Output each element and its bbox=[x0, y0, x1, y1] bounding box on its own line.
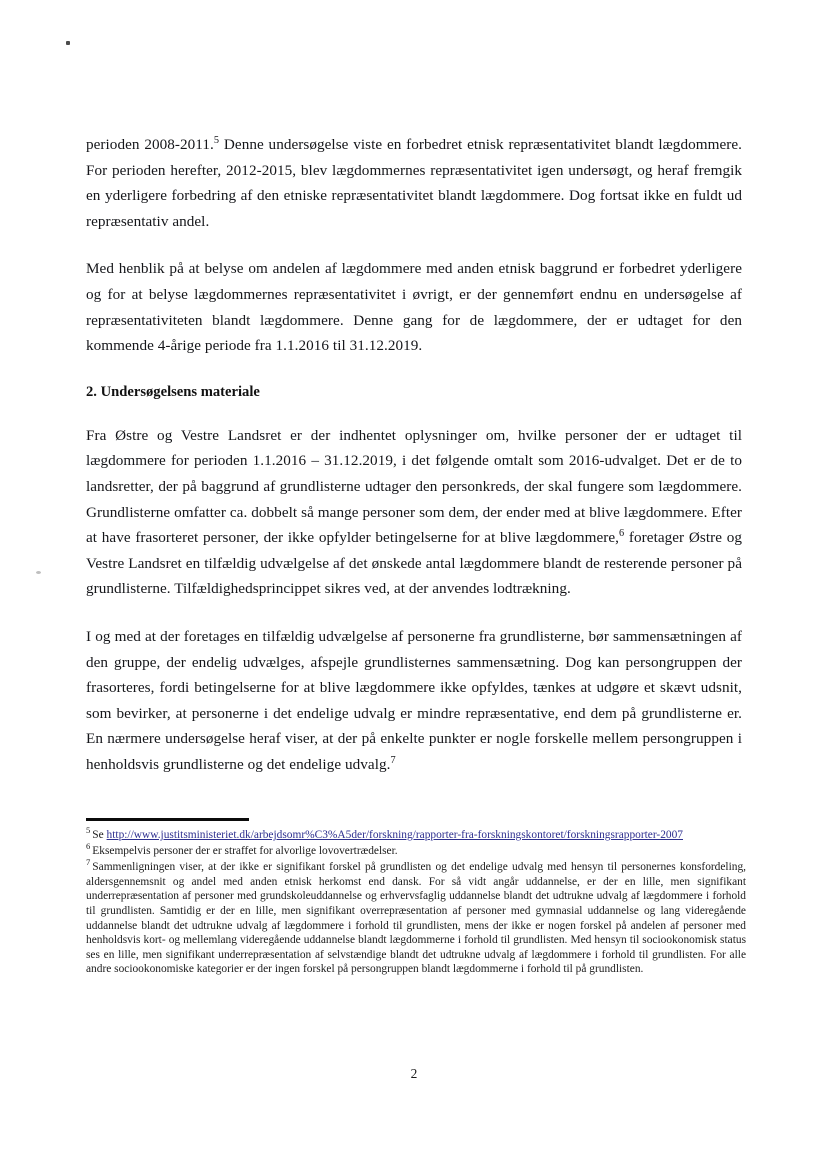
paragraph-2-text: Med henblik på at belyse om andelen af lægdommere med anden etnisk baggrund er forbedret yderligere og for at belyse lægdommernes repræsentativitet i øvrigt, er der gennemført endnu en undersøgelse af repræsentativiteten blandt lægdommere. Denne gang for de lægdommere, der er udtaget for den kommende 4-årige periode fra 1.1.2016 til 31.12.2019. bbox=[86, 260, 742, 355]
paragraph-4 bbox=[86, 624, 742, 778]
paragraph-3-text-a: Fra Østre og Vestre Landsret er der indhentet oplysninger om, hvilke personer der er udtaget til lægdommere for perioden 1.1.2016 – 31.12.2019, i det følgende omtalt som 2016-udvalget. Det er de to landsretter, der på baggrund af grundlisterne udtager den personkreds, der skal fungere som lægdommere. Grundlisterne omfatter ca. dobbelt så mange personer som dem, der ender med at blive lægdommere. Efter at have frasorteret personer, der ikke opfylder betingelserne for at blive lægdommere, bbox=[86, 426, 742, 547]
footnote-7-marker: 7 bbox=[86, 857, 91, 868]
footnote-6-text: Eksempelvis personer der er straffet for alvorlige lovovertrædelser. bbox=[92, 844, 398, 857]
footnote-5 bbox=[86, 825, 746, 843]
section-heading-2: 2. Undersøgelsens materiale bbox=[86, 383, 260, 400]
footnote-separator-rule bbox=[86, 818, 249, 821]
paragraph-1 bbox=[86, 132, 742, 234]
footnote-7 bbox=[86, 857, 746, 977]
footnote-6-marker: 6 bbox=[86, 840, 91, 851]
footnote-ref-5[interactable]: 5 bbox=[213, 134, 220, 146]
paragraph-2 bbox=[86, 256, 742, 358]
footnote-5-prefix: Se bbox=[92, 829, 107, 841]
paragraph-4-text: I og med at der foretages en tilfældig udvælgelse af personerne fra grundlisterne, bør sammensætningen af den gruppe, der endelig udvælges, afspejle grundlisternes sammensætning. Dog kan persongruppen der frasorteres, fordi betingelserne for at blive lægdommere ikke opfyldes, tænkes at udgøre et skævt udsnit, som bevirker, at personerne i det endelige udvalg er mindre repræsentative, end dem på grundlisterne er. En nærmere undersøgelse heraf viser, at der på enkelte punkter er nogle forskelle mellem persongruppen i henholdsvis grundlisterne og det endelige udvalg. bbox=[86, 627, 742, 773]
footnote-5-link[interactable]: http://www.justitsministeriet.dk/arbejdsomr%C3%A5der/forskning/rapporter-fra-forskningskontoret/forskningsrapporter-2007 bbox=[106, 829, 683, 841]
paragraph-3 bbox=[86, 423, 742, 602]
footnote-7-text: Sammenligningen viser, at der ikke er signifikant forskel på grundlisten og det endelige udvalg med hensyn til personernes konsfordeling, aldersgennemsnit og andel med anden etnisk herkomst end dansk. For så vidt angår uddannelse, er der en lille, men signifikant underrepræsentation af personer med grundskoleuddannelse og erhvervsfaglig uddannelse blandt det udtrukne udvalg af lægdommere i forhold til grundlisten. Samtidig er der en lille, men signifikant overrepræsentation af personer med gymnasial uddannelse og lang videregående uddannelse blandt det udtrukne udvalg af lægdommere i forhold til grundlisten, mens der ikke er nogen forskel på andelen af personer med henholdsvis kort- og mellemlang videregående uddannelse blandt lægdommerne i forhold til grundlisten. Med hensyn til sociookonomisk status ses en lille, men signifikant underrepræsentation af selvstændige blandt det udtrukne udvalg af lægdommere i forhold til grundlisten. For alle andre sociookonomiske kategorier er der ingen forskel på persongruppen blandt lægdommerne i forhold til på grundlisten. bbox=[86, 861, 746, 976]
paragraph-1-text-a: perioden 2008-2011. bbox=[86, 136, 214, 153]
footnote-ref-6[interactable]: 6 bbox=[619, 528, 625, 540]
page-number: 2 bbox=[410, 1066, 418, 1081]
footnote-6 bbox=[86, 840, 746, 859]
page-body-content bbox=[86, 132, 742, 777]
scan-artifact-dot bbox=[66, 41, 70, 45]
footnote-5-marker: 5 bbox=[86, 825, 91, 836]
scan-artifact-speck bbox=[36, 571, 41, 574]
paragraph-3-text-b: foretager Østre og Vestre Landsret en tilfældig udvælgelse af det ønskede antal lægdommere blandt de resterende personer på grundlisterne. Tilfældighedsprincippet sikres ved, at der anvendes lodtrækning. bbox=[86, 529, 742, 598]
footnotes-section bbox=[86, 818, 746, 978]
footnote-ref-7[interactable]: 7 bbox=[390, 754, 396, 766]
paragraph-1-text-b: Denne undersøgelse viste en forbedret etnisk repræsentativitet blandt lægdommere. For perioden herefter, 2012-2015, blev lægdommernes repræsentativitet igen undersøgt, og heraf fremgik en yderligere forbedring af den etniske repræsentativitet blandt lægdommere. Dog fortsat ikke en fuldt ud repræsentativ andel. bbox=[86, 136, 742, 230]
